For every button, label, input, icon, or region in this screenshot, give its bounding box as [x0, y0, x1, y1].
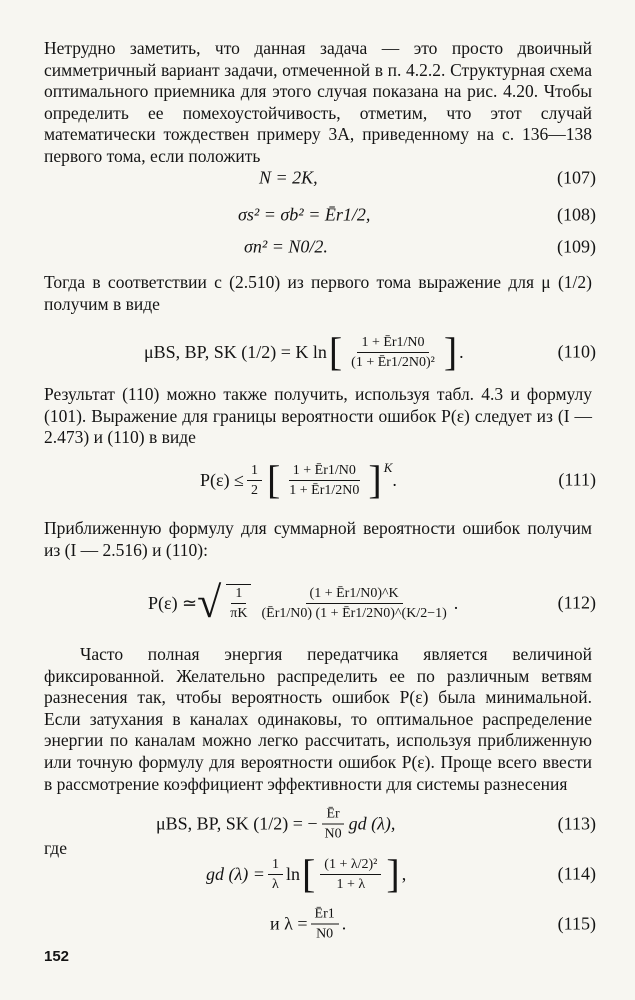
equation-108-number: (108)	[557, 204, 596, 225]
equation-112-lhs: P(ε) ≃	[148, 592, 198, 613]
equation-107-number: (107)	[557, 167, 596, 188]
equation-115-fraction	[311, 906, 339, 943]
equation-114-coef-numerator: 1	[268, 856, 283, 875]
equation-111-power: K	[383, 460, 393, 475]
equation-109-number: (109)	[557, 236, 596, 257]
equation-112-denominator: (Ēr1/N0) (1 + Ēr1/2N0)^(K/2−1)	[261, 605, 447, 621]
equation-115-lhs: и λ =	[270, 913, 308, 934]
equation-111-lhs: P(ε) ≤	[200, 469, 244, 490]
equation-110-lhs: μBS, BP, SK (1/2) = K ln	[144, 341, 327, 362]
equation-107	[44, 160, 596, 196]
equation-115	[44, 904, 596, 944]
equation-114	[44, 852, 596, 896]
equation-114-coefficient	[268, 856, 283, 893]
equation-109	[44, 229, 596, 265]
equation-115-number: (115)	[557, 913, 596, 934]
equation-112-root-denominator: πK	[230, 606, 248, 621]
equation-112-root-fraction	[226, 584, 251, 622]
equation-108-body: σs² = σb² = Ēr1/2,	[238, 204, 371, 225]
equation-112-fraction	[257, 585, 450, 622]
bracket-right-icon: ]	[386, 851, 400, 896]
equation-113-denominator: N0	[324, 826, 342, 842]
equation-112	[44, 580, 596, 626]
equation-111-coef-numerator: 1	[247, 462, 262, 481]
word-gde: где	[44, 838, 67, 858]
equation-108	[44, 197, 596, 233]
equation-114-coef-denominator: λ	[272, 876, 279, 892]
equation-114-numerator: (1 + λ/2)²	[320, 856, 381, 875]
equation-111	[44, 458, 596, 502]
equation-115-numerator: Ēr1	[311, 906, 339, 925]
equation-107-body: N = 2K,	[259, 167, 318, 188]
paragraph-5: Часто полная энергия передатчика является величиной фиксированной. Желательно распределить ее по различным ветвям разнесения так, чтобы вероятность ошибок P(ε) была минимальной. Если затухания в каналах одинаковы, то оптимальное распределение энергии по каналам можно легко рассчитать, используя приближенную или точную формулу для вероятности ошибок P(ε). Проще всего ввести в рассмотрение коэффициент эффективности для системы разнесения	[44, 644, 592, 794]
equation-111-fraction	[285, 462, 363, 499]
equation-111-denominator: 1 + Ēr1/2N0	[289, 482, 360, 498]
equation-113-fraction	[321, 806, 346, 843]
equation-114-number: (114)	[557, 863, 596, 884]
equation-114-ln: ln	[285, 863, 300, 884]
equation-113	[44, 804, 596, 844]
paragraph-4: Приближенную формулу для суммарной вероятности ошибок получим из (I — 2.516) и (110):	[44, 518, 592, 560]
equation-110-fraction	[347, 334, 439, 371]
page-number: 152	[44, 948, 70, 965]
equation-114-fraction	[320, 856, 381, 893]
equation-115-denominator: N0	[316, 926, 334, 942]
equation-112-number: (112)	[557, 592, 596, 613]
equation-109-body: σn² = N0/2.	[244, 236, 328, 257]
equation-110-denominator: (1 + Ēr1/2N0)²	[351, 354, 435, 370]
equation-110	[44, 330, 596, 374]
equation-110-tail: .	[459, 341, 464, 362]
equation-113-numerator: Ēr	[322, 806, 343, 825]
equation-114-denominator: 1 + λ	[336, 876, 366, 892]
equation-112-root-numerator: 1	[231, 585, 246, 604]
equation-112-numerator: (1 + Ēr1/N0)^K	[306, 585, 403, 604]
equation-115-tail: .	[341, 913, 347, 934]
equation-114-tail: ,	[401, 863, 407, 884]
bracket-right-icon: ]	[368, 457, 382, 502]
bracket-left-icon: [	[328, 329, 343, 374]
equation-110-number: (110)	[557, 341, 596, 362]
equation-111-coef-denominator: 2	[250, 482, 258, 498]
equation-111-numerator: 1 + Ēr1/N0	[289, 462, 360, 481]
equation-111-tail: .	[392, 469, 397, 490]
paragraph-2: Тогда в соответствии с (2.510) из первого тома выражение для μ (1/2) получим в виде	[44, 272, 592, 314]
bracket-left-icon: [	[301, 851, 316, 896]
paragraph-3: Результат (110) можно также получить, используя табл. 4.3 и формулу (101). Выражение для границы вероятности ошибок P(ε) следует из (I — 2.473) и (110) в виде	[44, 384, 592, 448]
equation-111-coefficient	[247, 462, 262, 499]
equation-113-tail: gd (λ),	[348, 813, 396, 834]
equation-112-tail: .	[453, 592, 459, 613]
equation-114-lhs: gd (λ) =	[206, 863, 265, 884]
equation-111-number: (111)	[558, 469, 596, 490]
equation-113-lhs: μBS, BP, SK (1/2) = −	[156, 813, 318, 834]
bracket-left-icon: [	[266, 457, 281, 502]
equation-110-numerator: 1 + Ēr1/N0	[357, 334, 428, 353]
equation-113-number: (113)	[557, 813, 596, 834]
bracket-right-icon: ]	[443, 329, 458, 374]
paragraph-1: Нетрудно заметить, что данная задача — это просто двоичный симметричный вариант задачи, отмеченной в п. 4.2.2. Структурная схема оптимального приемника для этого случая показана на рис. 4.20. Чтобы определить ее помехоустойчивость, отметим, что этот случай математически тождествен примеру 3А, приведенному на с. 136—138 первого тома, если положить	[44, 38, 592, 166]
square-root-icon: √	[197, 578, 222, 627]
